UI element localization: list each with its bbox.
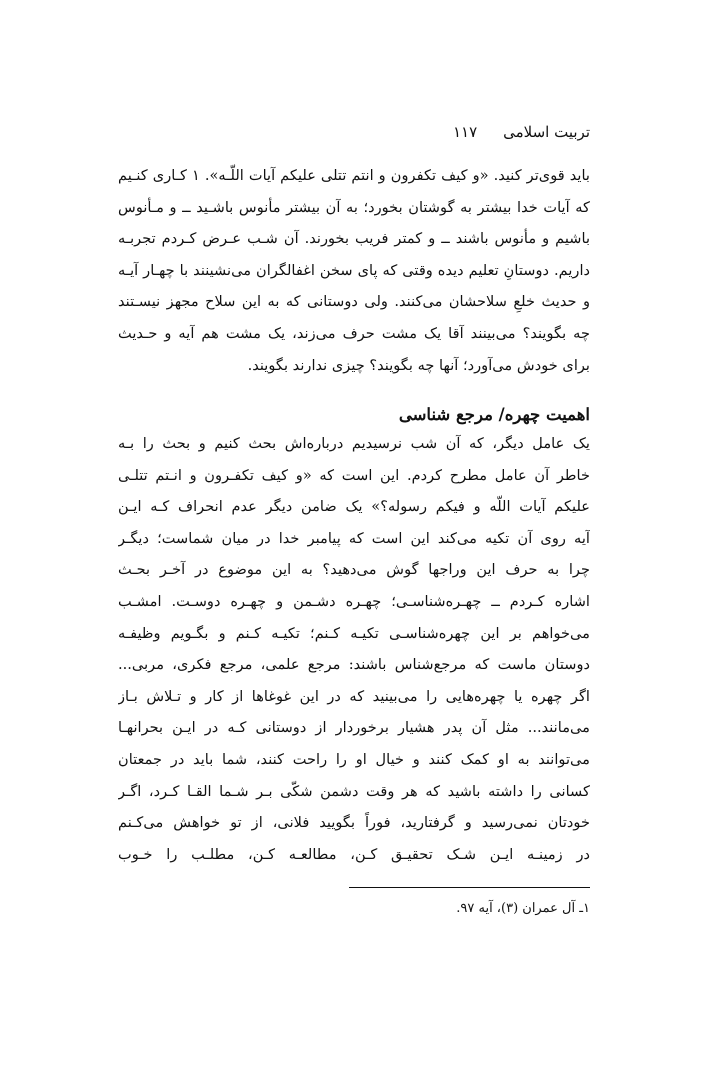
paragraph-2 [118, 428, 590, 870]
footnote: ۱ـ آل عمران (۳)، آیه ۹۷. [456, 901, 590, 916]
paragraph-line: کسانی را داشته باشید که هر وقت دشمن شکّی بـر شـما القـا کـرد، اگـر [118, 782, 590, 800]
paragraph-line: داریم. دوستانِ تعلیم دیده وقتی که پای سخن اغفالگران می‌نشینند با چهـار آیـه [118, 261, 590, 279]
paragraph-line: خاطر آن عامل مطرح کردم. این است که «و کیف تکفـرون و انـتم تتلـی [118, 466, 590, 484]
paragraph-line: اگر چهره یا چهره‌هایی را می‌بینید که در این غوغاها از کار و تـلاش بـاز [118, 687, 590, 705]
paragraph-line: یک عامل دیگر، که آن شب نرسیدیم درباره‌اش بحث کنیم و بحث را بـه [118, 435, 590, 452]
paragraph-line: اشاره کـردم ــ چهـره‌شناسـی؛ چهـره دشـمن و چهـره دوسـت. امشـب [118, 592, 590, 610]
paragraph-line: آیه روی آن تکیه می‌کند این است که پیامبر خدا در میان شماست؛ دیگـر [118, 529, 590, 547]
running-head [453, 120, 590, 144]
page-number: ۱۱۷ [452, 123, 478, 141]
paragraph-line: می‌توانند به او کمک کنند و خیال او را راحت کنند، شما باید در جمعتان [118, 750, 590, 768]
paragraph-line: چرا به حرف این وراجها گوش می‌دهید؟ به این موضوع در آخـر بحـث [118, 561, 590, 579]
footnote-divider [349, 887, 590, 888]
paragraph-line: برای خودش می‌آورد؛ آنها چه بگویند؟ چیزی ندارند بگویند. [247, 356, 590, 374]
running-head-title: تربیت اسلامی [503, 123, 590, 141]
paragraph-line: باشیم و مأنوس باشند ــ و کمتر فریب بخورند. آن شـب عـرض کـردم تجربـه [118, 230, 590, 248]
section-heading: اهمیت چهره/ مرجع شناسی [398, 405, 590, 424]
paragraph-line: می‌مانند... مثل آن پدر هشیار برخوردار از دوستانی کـه در ایـن بحرانهـا [118, 719, 590, 737]
paragraph-line: می‌خواهم بر این چهره‌شناسـی تکیـه کـنم؛ تکیـه کـنم و بگـویم وظیفـه [118, 624, 590, 642]
paragraph-line: که آیات خدا بیشتر به گوشتان بخورد؛ به آن بیشتر مأنوس باشـید ــ و مـأنوس [118, 198, 590, 216]
paragraph-line: در زمینـه ایـن شـک تحقیـق کـن، مطالعـه کـن، مطلـب را خـوب [118, 845, 590, 863]
paragraph-line: و حدیث خلعِ سلاحشان می‌کنند. ولی دوستانی که به این سلاح مجهز نیسـتند [118, 293, 590, 311]
paragraph-line: چه بگویند؟ می‌بینند آقا یک مشت حرف می‌زند، یک مشت هم آیه و حـدیث [118, 324, 590, 342]
paragraph-1 [118, 160, 590, 381]
paragraph-line: علیکم آیات اللّه و فیکم رسوله؟» یک ضامن دیگر عدم انحراف کـه ایـن [118, 498, 590, 516]
paragraph-line: دوستان ماست که مرجع‌شناس باشند: مرجع علمی، مرجع فکری، مربی... [118, 656, 590, 674]
paragraph-line: خودتان نمی‌رسید و گرفتارید، فوراً بگویید فلانی، از تو خواهش می‌کـنم [118, 814, 590, 832]
paragraph-line: باید قوی‌تر کنید. «و کیف تکفرون و انتم تتلی علیکم آیات اللّـه». ۱ کـاری کنـیم [118, 167, 590, 184]
book-page [118, 0, 590, 1065]
